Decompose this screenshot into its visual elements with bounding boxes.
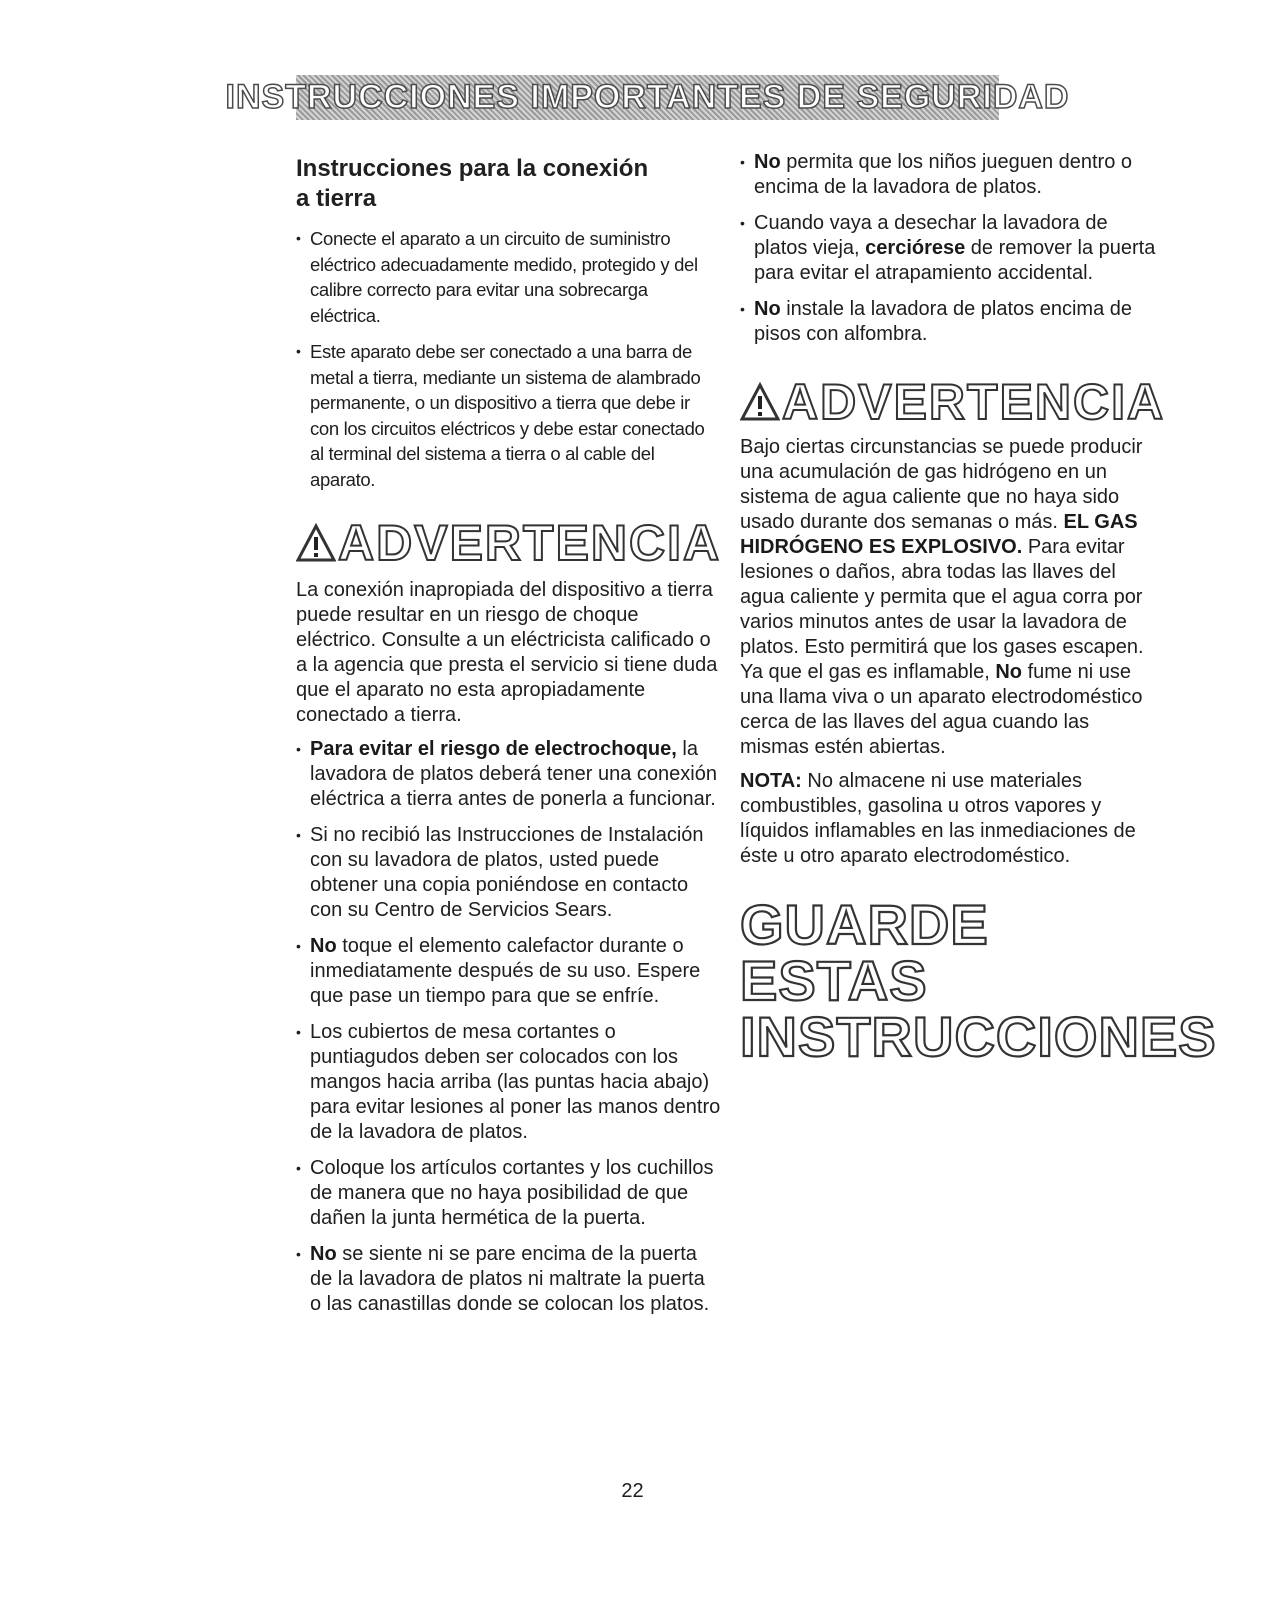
left-column <box>296 150 721 1328</box>
list-item: • No instale la lavadora de platos encima de pisos con alfombra. <box>740 298 1132 345</box>
bullet-icon: • <box>740 215 745 231</box>
list-item: • No toque el elemento calefactor durante o inmediatamente después de su uso. Espere que pase un tiempo para que se enfríe. <box>296 935 701 1007</box>
warning-heading: ADVERTENCIA <box>296 514 721 572</box>
right-column <box>740 150 1217 1068</box>
bullet-icon: • <box>296 938 301 954</box>
banner-title: INSTRUCCIONES IMPORTANTES DE SEGURIDAD <box>225 78 1070 116</box>
warning-triangle-icon <box>740 382 780 422</box>
warning-text: Bajo ciertas circunstancias se puede producir una acumulación de gas hidrógeno en un sistema de agua caliente que no haya sido usado durante dos semanas o más. EL GAS HIDRÓGENO ES EXPLOSIVO. Para evitar lesiones o daños, abra todas las llaves del agua caliente y permita que el agua corra por varios minutos antes de usar la lavadora de platos. Esto permitirá que los gases escapen. Ya que el gas es inflamable, No fume ni use una llama viva o un aparato electrodoméstico cerca de las llaves del agua cuando las mismas estén abiertas. <box>740 436 1144 758</box>
section-title: Instrucciones para la conexión a tierra <box>296 155 649 212</box>
bullet-icon: • <box>296 230 301 246</box>
bullet-icon: • <box>296 741 301 757</box>
list-item: • Los cubiertos de mesa cortantes o puntiagudos deben ser colocados con los mangos hacia arriba (las puntas hacia abajo) para evitar lesiones al poner las manos dentro de la lavadora de platos. <box>296 1021 721 1143</box>
list-item: • No se siente ni se pare encima de la puerta de la lavadora de platos ni maltrate la puerta o las canastillas donde se colocan los platos. <box>296 1243 710 1315</box>
list-item: • No permita que los niños jueguen dentro o encima de la lavadora de platos. <box>740 151 1133 198</box>
bullet-icon: • <box>296 1024 301 1040</box>
header-banner <box>225 75 1070 120</box>
save-instructions-heading: GUARDE ESTAS INSTRUCCIONES <box>740 893 1217 1068</box>
bullet-icon: • <box>740 301 745 317</box>
note-text: NOTA: No almacene ni use materiales combustibles, gasolina u otros vapores y líquidos inflamables en las inmediaciones de éste u otro aparato electrodoméstico. <box>740 770 1136 867</box>
warning-heading: ADVERTENCIA <box>740 373 1160 431</box>
list-item: • Este aparato debe ser conectado a una barra de metal a tierra, mediante un sistema de alambrado permanente, o un dispositivo a tierra que debe ir con los circuitos eléctricos y debe estar conectado al terminal del sistema a tierra o al cable del aparato. <box>296 341 705 490</box>
bullet-icon: • <box>296 1160 301 1176</box>
list-item: • Coloque los artículos cortantes y los cuchillos de manera que no haya posibilidad de que dañen la junta hermética de la puerta. <box>296 1157 714 1229</box>
list-item: • Cuando vaya a desechar la lavadora de platos vieja, cerciórese de remover la puerta para evitar el atrapamiento accidental. <box>740 212 1156 284</box>
bullet-icon: • <box>740 154 745 170</box>
page-number: 22 <box>621 1480 644 1502</box>
warning-text: La conexión inapropiada del dispositivo a tierra puede resultar en un riesgo de choque eléctrico. Consulte a un eléctricista calificado o a la agencia que presta el servicio si tiene duda que el aparato no esta apropiadamente conectado a tierra. <box>296 579 718 726</box>
list-item: • Para evitar el riesgo de electrochoque, la lavadora de platos deberá tener una conexión eléctrica a tierra antes de ponerla a funcionar. <box>296 738 717 810</box>
bullet-icon: • <box>296 1246 301 1262</box>
bullet-icon: • <box>296 827 301 843</box>
list-item: • Conecte el aparato a un circuito de suministro eléctrico adecuadamente medido, protegido y del calibre correcto para evitar una sobrecarga eléctrica. <box>296 228 698 326</box>
bullet-icon: • <box>296 343 301 359</box>
list-item: • Si no recibió las Instrucciones de Instalación con su lavadora de platos, usted puede obtener una copia poniéndose en contacto con su Centro de Servicios Sears. <box>296 824 704 921</box>
warning-triangle-icon <box>296 523 336 563</box>
